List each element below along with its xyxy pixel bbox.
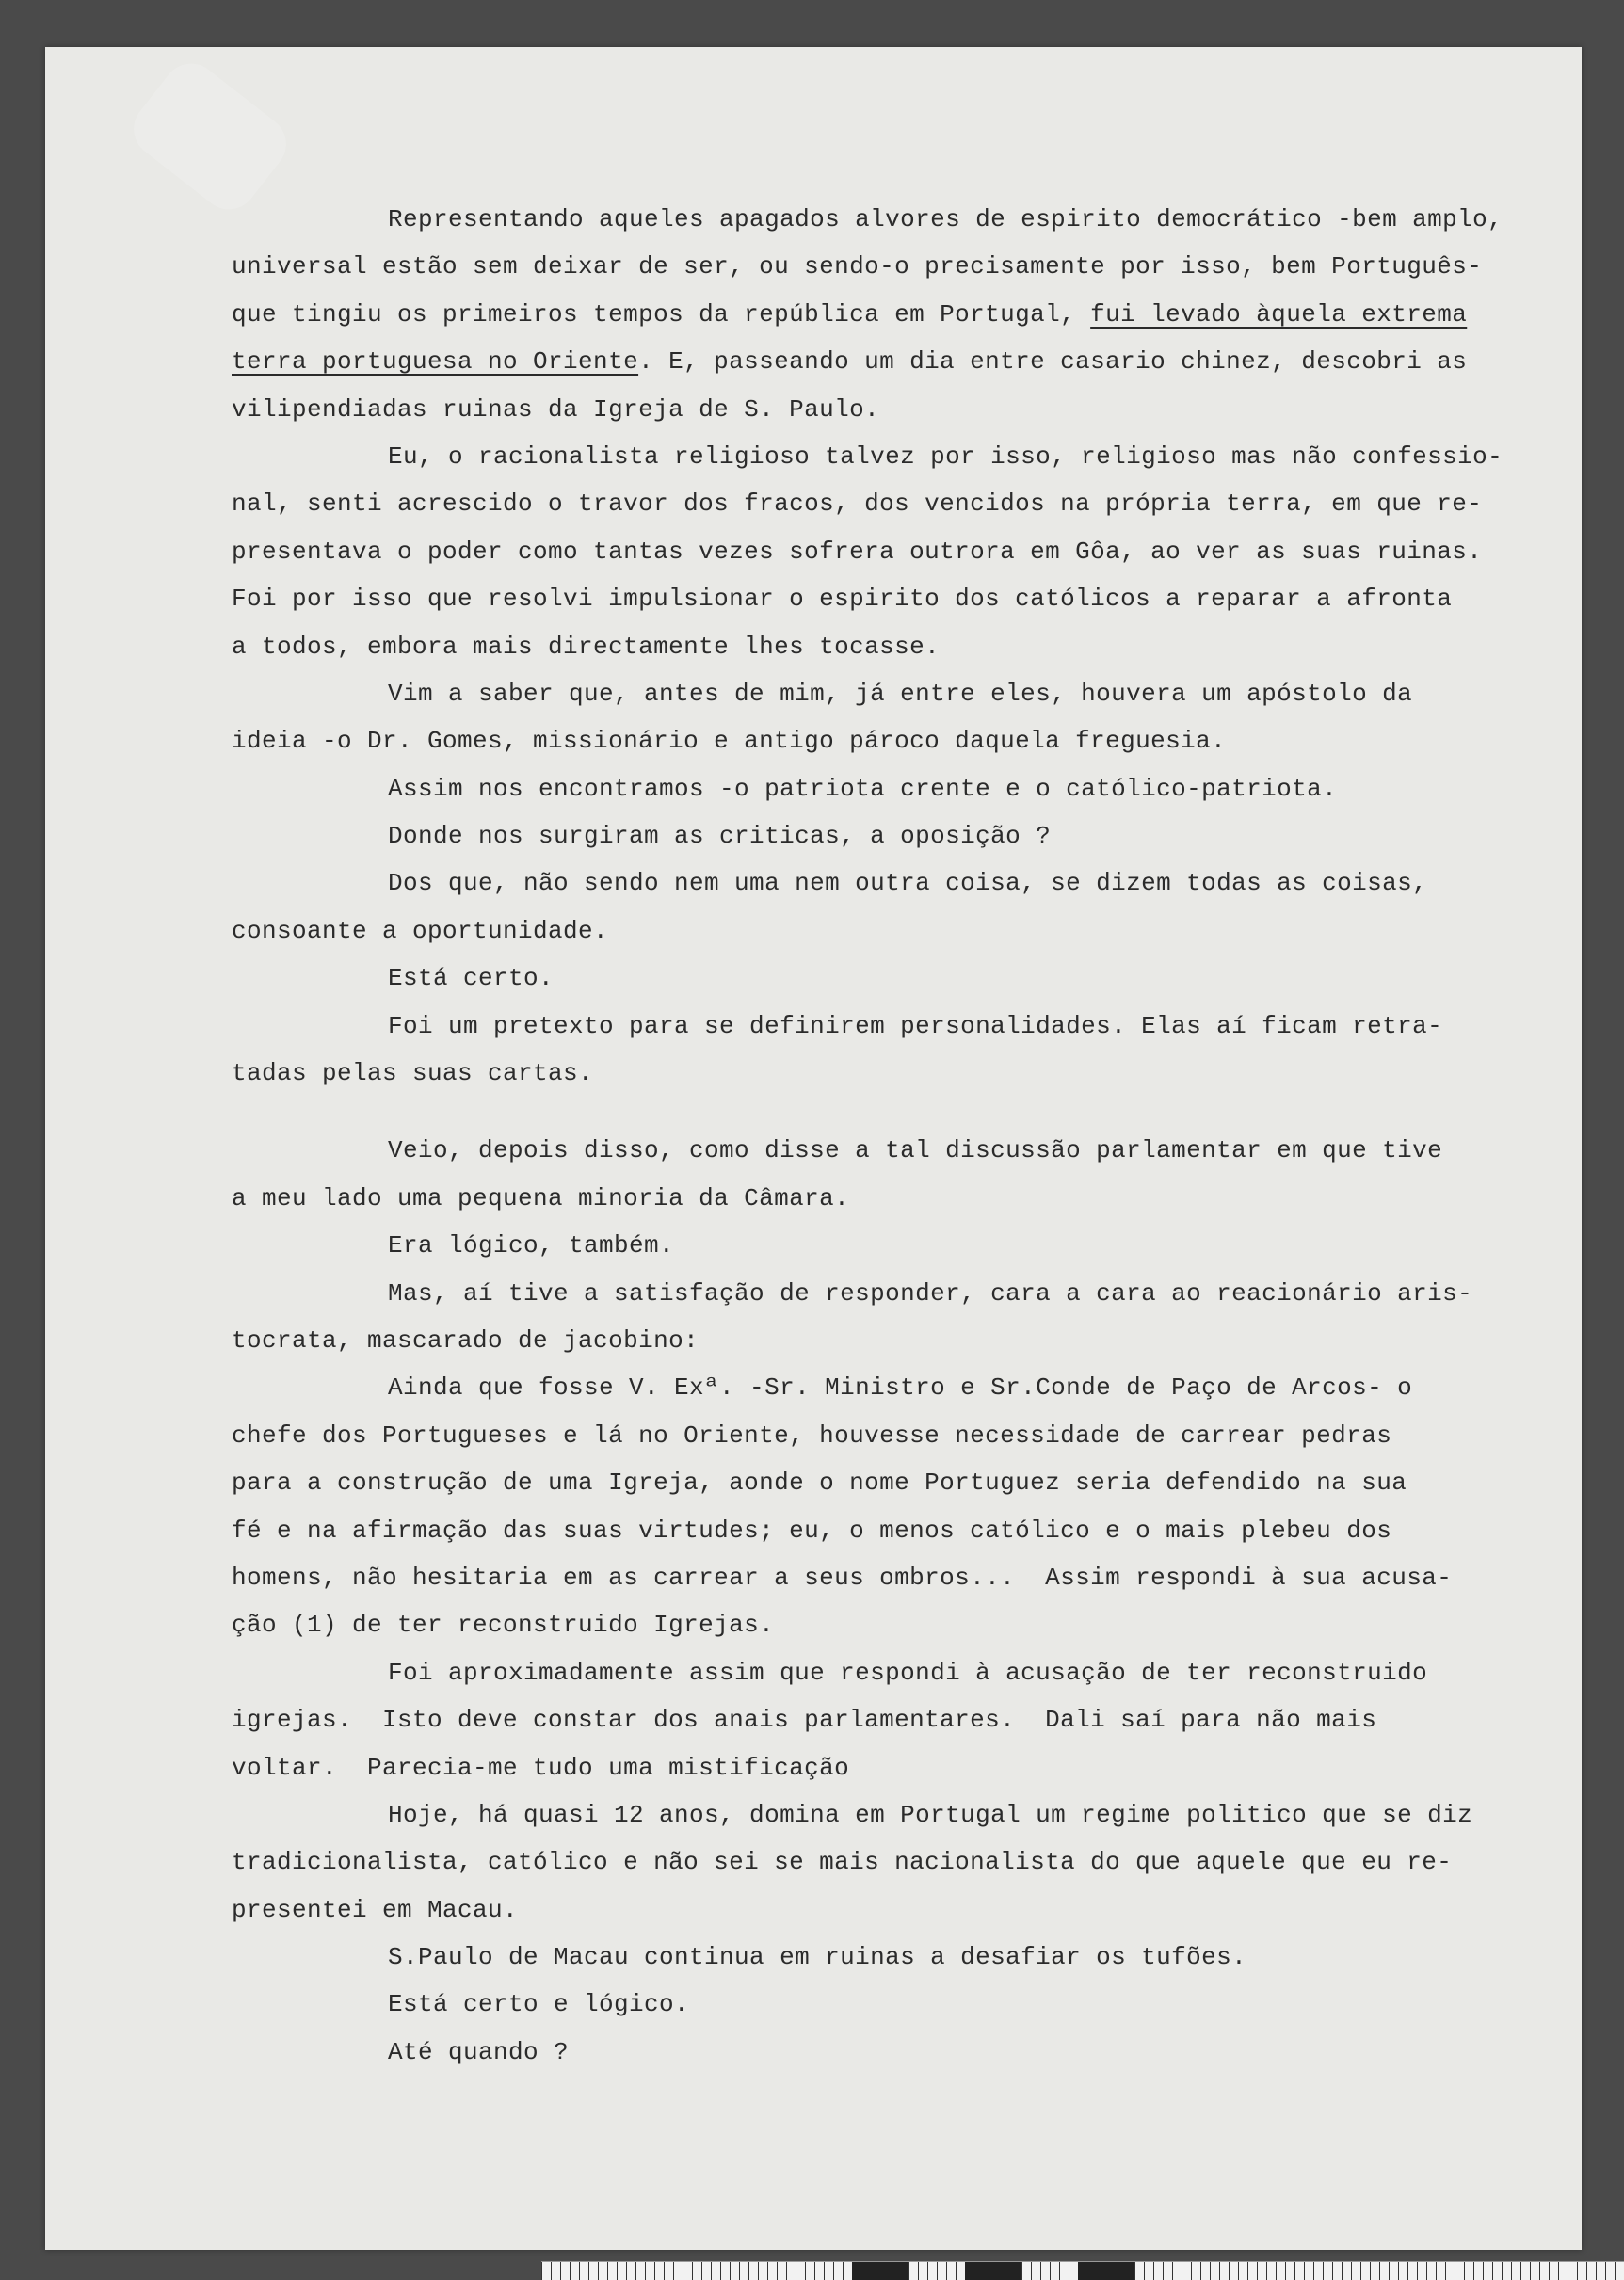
text-line	[232, 243, 1587, 290]
line-text: Hoje, há quasi 12 anos, domina em Portugal um regime politico que se diz	[388, 1800, 1473, 1829]
text-line	[232, 1412, 1587, 1459]
line-text: Era lógico, também.	[388, 1231, 675, 1260]
text-line	[232, 955, 1587, 1002]
text-line	[232, 1364, 1587, 1411]
text-line	[232, 717, 1587, 764]
line-text: a meu lado uma pequena minoria da Câmara.	[232, 1183, 850, 1212]
document-page	[45, 47, 1582, 2250]
text-line	[232, 1649, 1587, 1696]
line-text: vilipendiadas ruinas da Igreja de S. Paulo.	[232, 394, 880, 424]
line-text: presentei em Macau.	[232, 1895, 519, 1924]
text-line	[232, 1127, 1587, 1174]
line-text: Está certo.	[388, 964, 555, 993]
line-text: ção (1) de ter reconstruido Igrejas.	[232, 1611, 775, 1640]
line-text: igrejas. Isto deve constar dos anais parlamentares. Dali saí para não mais	[232, 1706, 1377, 1735]
text-line	[232, 1507, 1587, 1554]
text-line	[232, 1270, 1587, 1317]
text-line	[232, 1317, 1587, 1364]
line-text: chefe dos Portugueses e lá no Oriente, houvesse necessidade de carrear pedras	[232, 1421, 1392, 1450]
line-text: universal estão sem deixar de ser, ou sendo-o precisamente por isso, bem Português-	[232, 252, 1483, 281]
line-text: Ainda que fosse V. Exª. -Sr. Ministro e Sr.Conde de Paço de Arcos- o	[388, 1373, 1413, 1403]
line-text: Representando aqueles apagados alvores de espirito democrático -bem amplo,	[388, 205, 1503, 233]
text-line	[232, 1838, 1587, 1886]
text-line	[232, 623, 1587, 670]
line-text: Mas, aí tive a satisfação de responder, cara a cara ao reacionário aris-	[388, 1278, 1473, 1308]
line-text: voltar. Parecia-me tudo uma mistificação	[232, 1753, 850, 1782]
line-text: presentava o poder como tantas vezes sofrera outrora em Gôa, ao ver as suas ruinas.	[232, 537, 1483, 566]
text-line	[232, 1050, 1587, 1097]
typewritten-text	[232, 196, 1587, 2076]
line-text: tradicionalista, católico e não sei se mais nacionalista do que aquele que eu re-	[232, 1848, 1453, 1877]
line-text: para a construção de uma Igreja, aonde o nome Portuguez seria defendido na sua	[232, 1469, 1407, 1498]
text-line	[232, 338, 1587, 385]
line-text: tadas pelas suas cartas.	[232, 1059, 594, 1088]
text-line	[232, 1003, 1587, 1050]
text-line	[232, 1222, 1587, 1269]
line-text: Donde nos surgiram as criticas, a oposição ?	[388, 822, 1052, 851]
text-line	[232, 528, 1587, 575]
text-line	[232, 291, 1587, 338]
line-text: consoante a oportunidade.	[232, 916, 609, 945]
text-line	[232, 765, 1587, 812]
text-line	[232, 1554, 1587, 1601]
underlined-phrase: fui levado àquela extrema	[1090, 299, 1468, 329]
line-text: Assim nos encontramos -o patriota crente e o católico-patriota.	[388, 774, 1338, 803]
text-line	[232, 1887, 1587, 1934]
line-text: homens, não hesitaria em as carrear a seus ombros... Assim respondi à sua acusa-	[232, 1563, 1453, 1592]
paragraph-gap	[232, 1097, 1587, 1127]
scale-ruler	[541, 2261, 1624, 2280]
line-text: Foi aproximadamente assim que respondi à acusação de ter reconstruido	[388, 1658, 1428, 1687]
line-text: Foi um pretexto para se definirem personalidades. Elas aí ficam retra-	[388, 1011, 1443, 1040]
text-line	[232, 1791, 1587, 1838]
text-line	[232, 433, 1587, 480]
line-text: a todos, embora mais directamente lhes tocasse.	[232, 632, 941, 661]
text-line	[232, 670, 1587, 717]
text-line	[232, 1934, 1587, 1981]
line-text: que tingiu os primeiros tempos da república em Portugal,	[232, 299, 1091, 329]
line-text: Foi por isso que resolvi impulsionar o espirito dos católicos a reparar a afronta	[232, 585, 1453, 614]
line-text: Está certo e lógico.	[388, 1990, 690, 2019]
line-text: Até quando ?	[388, 2037, 570, 2066]
text-line	[232, 2029, 1587, 2076]
text-line	[232, 1459, 1587, 1506]
text-line	[232, 1696, 1587, 1743]
ruler-block	[852, 2262, 908, 2280]
text-line	[232, 386, 1587, 433]
text-line	[232, 859, 1587, 907]
text-line	[232, 1601, 1587, 1648]
ruler-block	[1078, 2262, 1134, 2280]
line-text: fé e na afirmação das suas virtudes; eu, o menos católico e o mais plebeu dos	[232, 1516, 1392, 1545]
line-text: tocrata, mascarado de jacobino:	[232, 1325, 699, 1355]
underlined-phrase: terra portuguesa no Oriente	[232, 347, 639, 377]
text-line	[232, 1981, 1587, 2028]
ruler-block	[965, 2262, 1021, 2280]
text-line	[232, 1744, 1587, 1791]
line-text: Dos que, não sendo nem uma nem outra coisa, se dizem todas as coisas,	[388, 869, 1428, 898]
text-line	[232, 1175, 1587, 1222]
text-line	[232, 196, 1587, 243]
line-text: . E, passeando um dia entre casario chinez, descobri as	[638, 347, 1468, 377]
text-line	[232, 907, 1587, 955]
line-text: ideia -o Dr. Gomes, missionário e antigo pároco daquela freguesia.	[232, 727, 1227, 756]
line-text: S.Paulo de Macau continua em ruinas a desafiar os tufões.	[388, 1943, 1247, 1972]
line-text: nal, senti acrescido o travor dos fracos, dos vencidos na própria terra, em que re-	[232, 490, 1483, 519]
text-line	[232, 480, 1587, 527]
line-text: Veio, depois disso, como disse a tal discussão parlamentar em que tive	[388, 1136, 1443, 1165]
line-text: Eu, o racionalista religioso talvez por isso, religioso mas não confessio-	[388, 442, 1503, 471]
line-text: Vim a saber que, antes de mim, já entre eles, houvera um apóstolo da	[388, 679, 1413, 708]
text-line	[232, 575, 1587, 622]
text-line	[232, 812, 1587, 859]
